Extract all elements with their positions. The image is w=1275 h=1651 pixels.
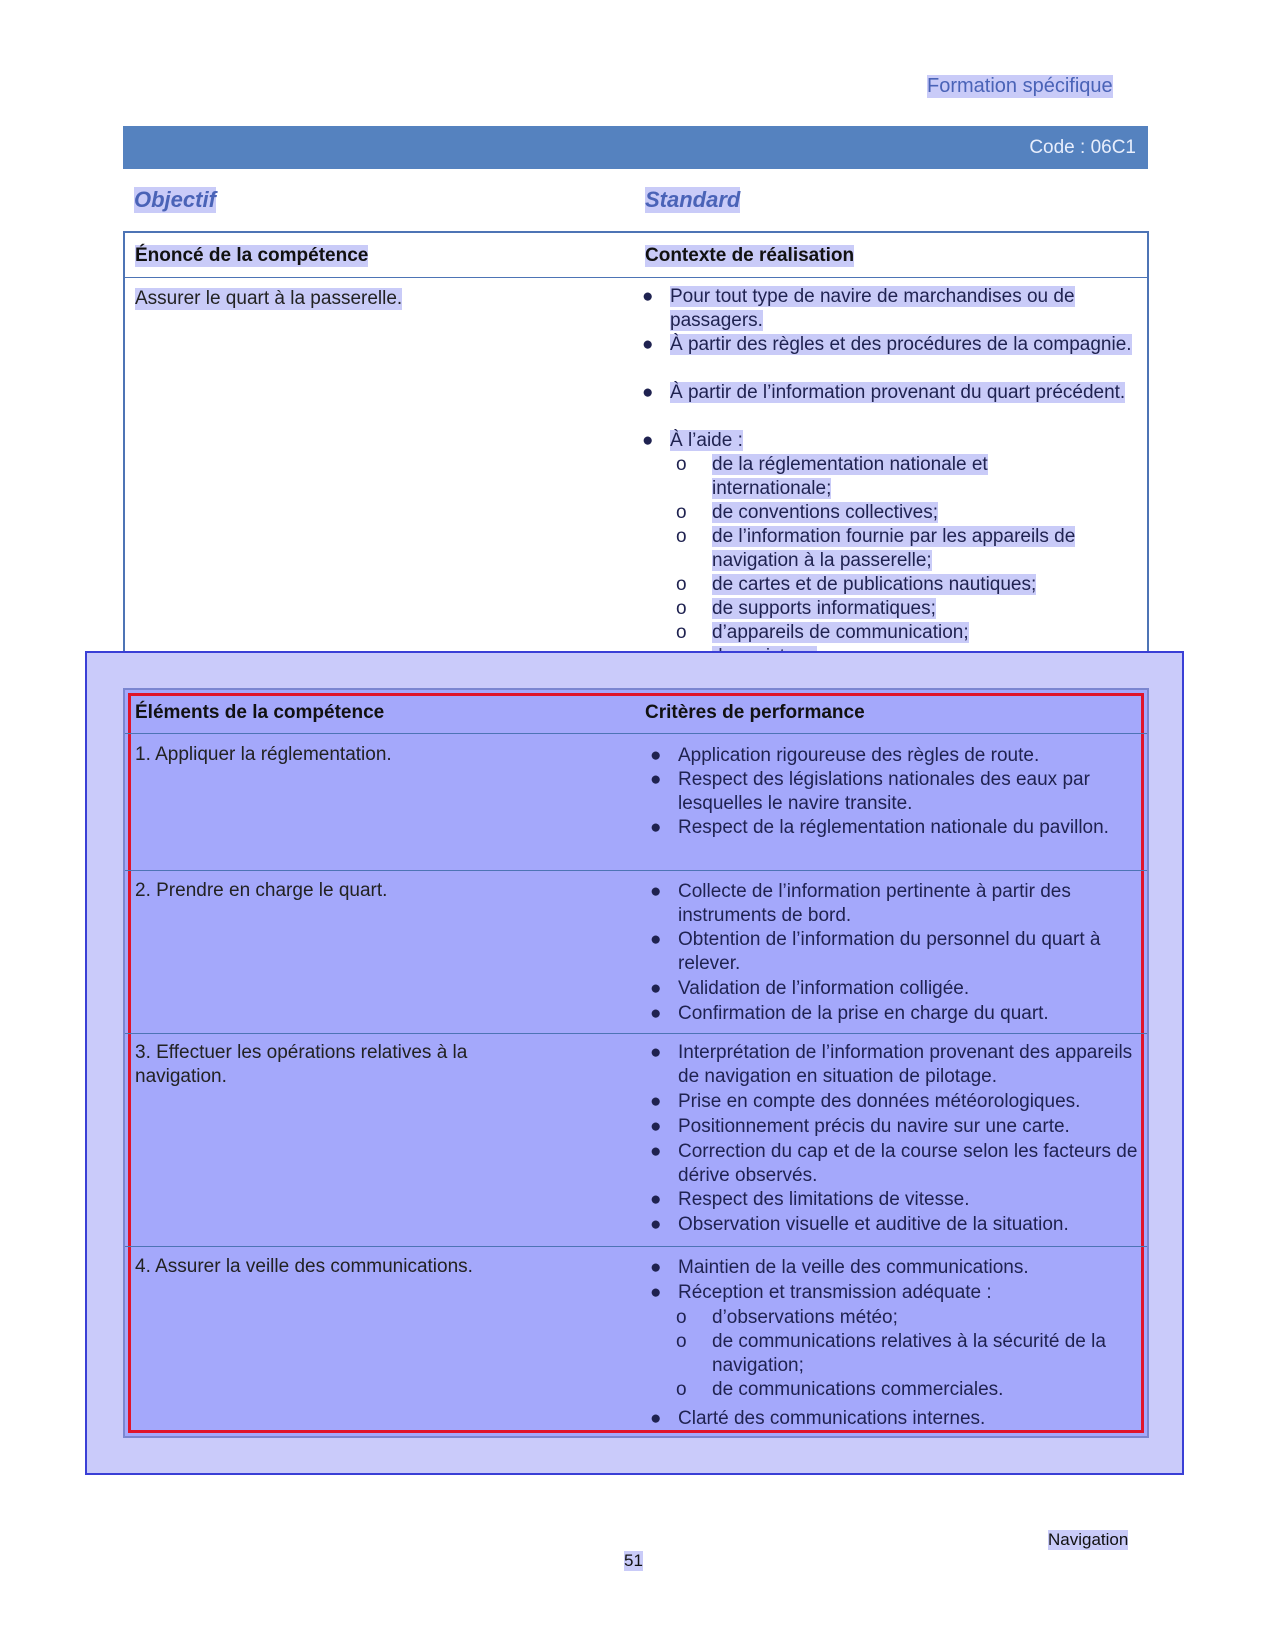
sub-list-item: o de cartes et de publications nautiques; <box>676 574 1037 595</box>
sub-list-item: o d’observations météo; <box>676 1307 898 1328</box>
row-divider <box>125 870 1147 871</box>
list-item: ● Prise en compte des données météorologiques. <box>650 1091 1081 1112</box>
column-header: Critères de performance <box>645 702 865 723</box>
sub-list-item: o de communications commerciales. <box>676 1379 1004 1400</box>
competence-element: 1. Appliquer la réglementation. <box>135 744 392 765</box>
table-header <box>125 233 1147 278</box>
list-item: ● Clarté des communications internes. <box>650 1408 986 1429</box>
list-item: ● Obtention de l’information du personnel du quart à relever. <box>650 929 1101 974</box>
column-header: Énoncé de la compétence <box>135 245 369 266</box>
list-item: ● Interprétation de l’information provenant des appareils de navigation en situation de pilotage. <box>650 1042 1133 1087</box>
sub-list-item: o de la réglementation nationale et internationale; <box>676 454 988 499</box>
page-number: 51 <box>624 1551 643 1570</box>
competence-statement: Assurer le quart à la passerelle. <box>135 288 403 309</box>
sub-list-item: o de conventions collectives; <box>676 502 939 523</box>
column-header: Contexte de réalisation <box>645 245 855 266</box>
row-divider <box>125 1246 1147 1247</box>
competence-table <box>123 231 1149 674</box>
sub-list-item: o de communications relatives à la sécurité de la navigation; <box>676 1331 1106 1376</box>
column-header: Éléments de la compétence <box>135 702 385 723</box>
competence-element: 2. Prendre en charge le quart. <box>135 880 388 901</box>
objectif-heading: Objectif <box>134 187 216 212</box>
standard-heading: Standard <box>645 187 741 212</box>
list-item: ● Validation de l’information colligée. <box>650 978 970 999</box>
list-item: ● Maintien de la veille des communications. <box>650 1257 1029 1278</box>
list-item: ● Correction du cap et de la course selon les facteurs de dérive observés. <box>650 1141 1138 1186</box>
document-title: Formation spécifique <box>927 75 1113 97</box>
sub-list-item: o de l’information fournie par les appareils de navigation à la passerelle; <box>676 526 1076 571</box>
list-item: ● Respect de la réglementation nationale du pavillon. <box>650 817 1109 838</box>
list-item: ● À partir des règles et des procédures de la compagnie. <box>642 334 1132 355</box>
competence-element: 3. Effectuer les opérations relatives à la navigation. <box>135 1042 468 1087</box>
list-item: ● Réception et transmission adéquate : <box>650 1282 992 1303</box>
list-item: ● À l’aide : <box>642 430 743 451</box>
sub-list-item: o d’appareils de communication; <box>676 622 969 643</box>
competence-element: 4. Assurer la veille des communications. <box>135 1256 473 1277</box>
list-item: ● Pour tout type de navire de marchandises ou de passagers. <box>642 286 1075 331</box>
list-item: ● Respect des législations nationales des eaux par lesquelles le navire transite. <box>650 769 1090 814</box>
course-code: Code : 06C1 <box>1029 137 1136 158</box>
list-item: ● Observation visuelle et auditive de la situation. <box>650 1214 1069 1235</box>
list-item: ● À partir de l’information provenant du quart précédent. <box>642 382 1126 403</box>
list-item: ● Positionnement précis du navire sur une carte. <box>650 1116 1070 1137</box>
sub-list-item: o de supports informatiques; <box>676 598 936 619</box>
criteria-table <box>123 688 1149 1438</box>
list-item: ● Respect des limitations de vitesse. <box>650 1189 970 1210</box>
list-item: ● Confirmation de la prise en charge du quart. <box>650 1003 1049 1024</box>
list-item: ● Application rigoureuse des règles de route. <box>650 745 1040 766</box>
row-divider <box>125 1033 1147 1034</box>
footer-section: Navigation <box>1048 1530 1129 1549</box>
list-item: ● Collecte de l’information pertinente à partir des instruments de bord. <box>650 881 1071 926</box>
code-bar <box>123 126 1148 169</box>
row-divider <box>125 733 1147 734</box>
